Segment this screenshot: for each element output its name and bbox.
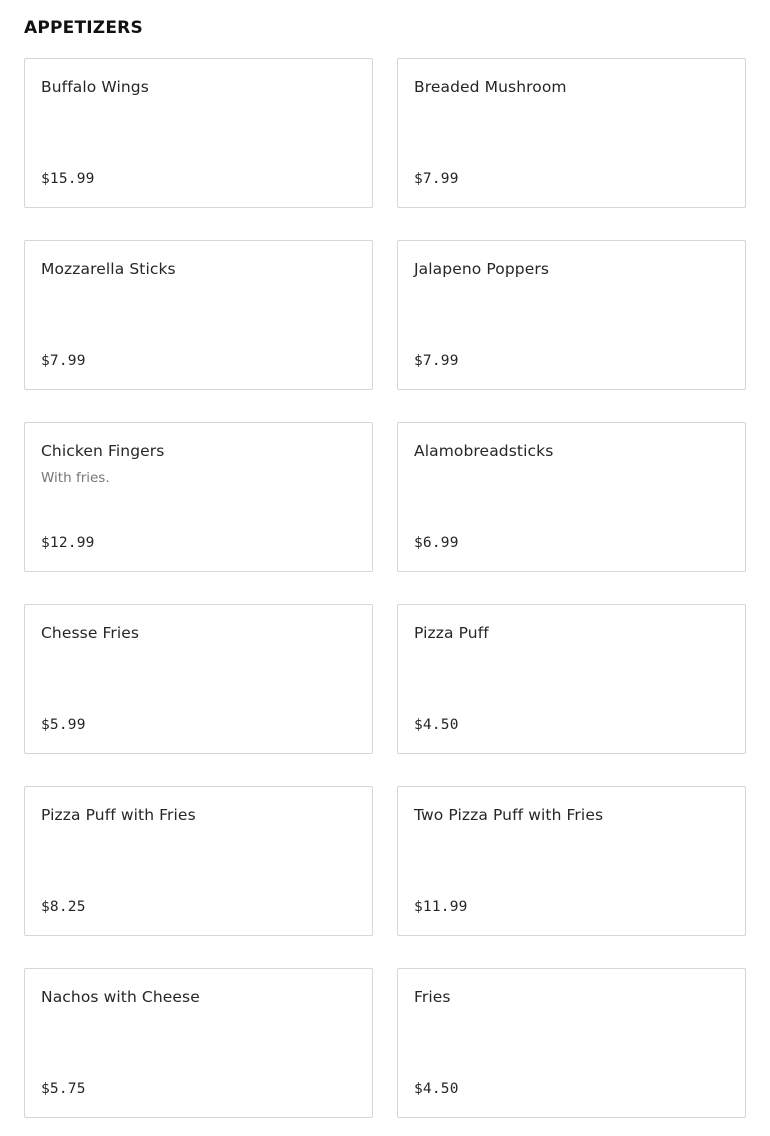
menu-item-card[interactable]	[397, 786, 746, 936]
menu-item-card[interactable]	[24, 240, 373, 390]
menu-item-price: $15.99	[41, 171, 95, 187]
menu-item-description: With fries.	[41, 470, 110, 486]
menu-item-card[interactable]	[397, 968, 746, 1118]
menu-item-price: $7.99	[414, 353, 459, 369]
menu-item-price: $5.99	[41, 717, 86, 733]
menu-item-name: Buffalo Wings	[41, 78, 149, 96]
menu-item-card[interactable]	[397, 58, 746, 208]
menu-item-name: Chicken Fingers	[41, 442, 165, 460]
menu-item-name: Mozzarella Sticks	[41, 260, 176, 278]
menu-item-name: Breaded Mushroom	[414, 78, 567, 96]
section-title: APPETIZERS	[24, 18, 143, 38]
menu-item-name: Two Pizza Puff with Fries	[414, 806, 604, 824]
menu-item-price: $7.99	[41, 353, 86, 369]
menu-item-card[interactable]	[397, 604, 746, 754]
menu-item-price: $4.50	[414, 1081, 459, 1097]
menu-item-price: $7.99	[414, 171, 459, 187]
menu-item-price: $4.50	[414, 717, 459, 733]
menu-item-name: Chesse Fries	[41, 624, 140, 642]
menu-item-card[interactable]	[24, 604, 373, 754]
menu-item-price: $11.99	[414, 899, 468, 915]
menu-item-name: Pizza Puff	[414, 624, 489, 642]
menu-item-card[interactable]	[24, 968, 373, 1118]
menu-item-card[interactable]	[24, 422, 373, 572]
menu-item-price: $8.25	[41, 899, 86, 915]
menu-item-card[interactable]	[24, 786, 373, 936]
menu-item-card[interactable]	[397, 240, 746, 390]
menu-item-name: Jalapeno Poppers	[414, 260, 550, 278]
menu-item-name: Fries	[414, 988, 451, 1006]
menu-item-price: $12.99	[41, 535, 95, 551]
menu-item-price: $6.99	[414, 535, 459, 551]
menu-item-name: Pizza Puff with Fries	[41, 806, 196, 824]
menu-item-card[interactable]	[397, 422, 746, 572]
menu-item-name: Alamobreadsticks	[414, 442, 554, 460]
menu-item-price: $5.75	[41, 1081, 86, 1097]
menu-item-name: Nachos with Cheese	[41, 988, 200, 1006]
menu-item-grid	[24, 58, 746, 1118]
menu-item-card[interactable]	[24, 58, 373, 208]
